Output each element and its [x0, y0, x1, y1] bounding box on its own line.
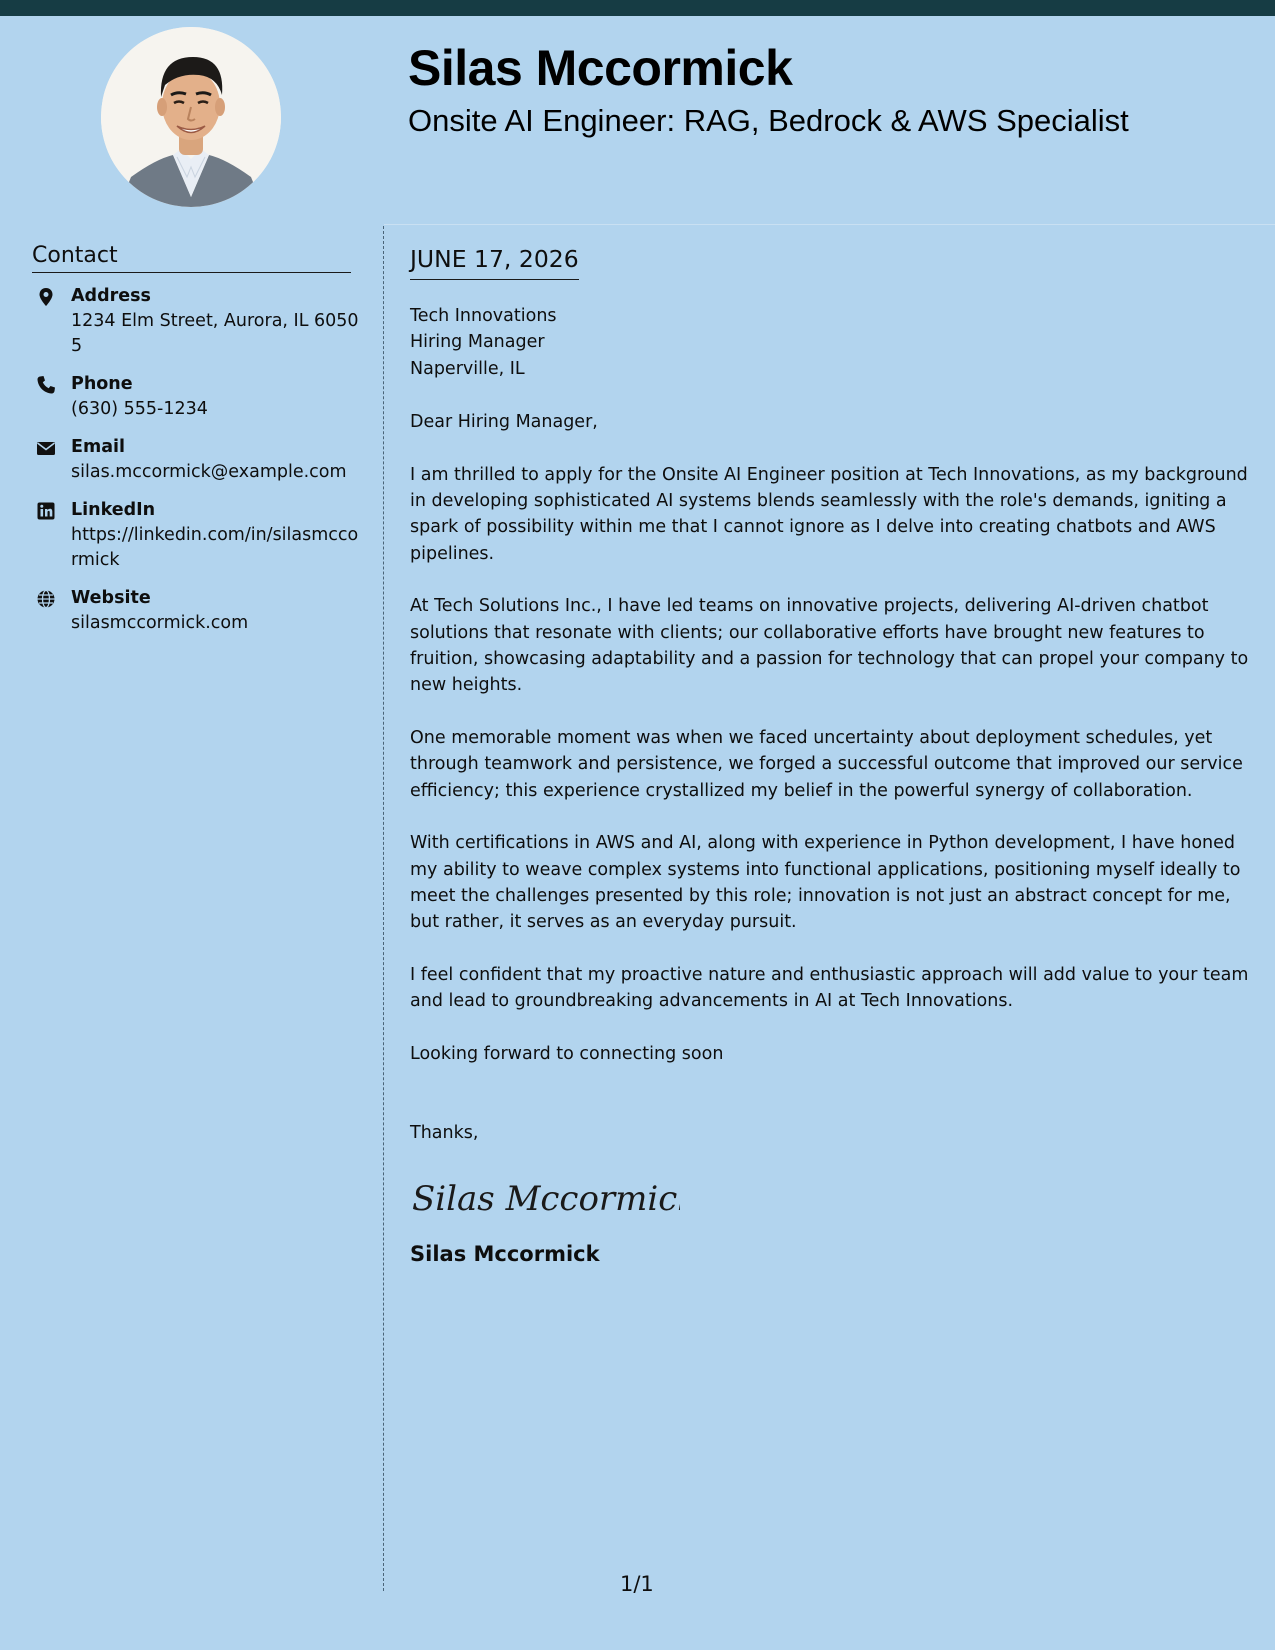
contact-item-address — [32, 284, 362, 359]
letter-paragraph: At Tech Solutions Inc., I have led teams on innovative projects, delivering AI-driven chatbot solutions that resonate with clients; our collaborative efforts have brought new features to fruition, showcasing adaptability and a passion for technology that can propel your company to new heights. — [410, 596, 1249, 696]
recipient-location: Naperville, IL — [410, 358, 525, 379]
website-label: Website — [71, 588, 151, 608]
salutation: Dear Hiring Manager, — [410, 412, 598, 433]
address-value: 1234 Elm Street, Aurora, IL 60505 — [71, 311, 359, 356]
header-divider — [384, 224, 1275, 225]
closing: Thanks, — [410, 1122, 479, 1143]
page-number: 1/1 — [620, 1572, 654, 1596]
linkedin-value[interactable]: https://linkedin.com/in/silasmccormick — [71, 525, 359, 570]
applicant-name: Silas Mccormick — [408, 40, 793, 96]
linkedin-icon — [36, 501, 56, 521]
linkedin-label: LinkedIn — [71, 500, 156, 520]
job-title: Onsite AI Engineer: RAG, Bedrock & AWS Specialist — [408, 103, 1129, 138]
top-accent-bar — [0, 0, 1275, 16]
letter-paragraph: I feel confident that my proactive nature and enthusiastic approach will add value to your team and lead to groundbreaking advancements in AI at Tech Innovations. — [410, 964, 1249, 1012]
contact-item-phone — [32, 372, 362, 422]
phone-label: Phone — [71, 374, 133, 394]
contact-item-website — [32, 586, 362, 636]
letter-paragraph: Looking forward to connecting soon — [410, 1043, 724, 1064]
recipient-block — [410, 303, 1250, 382]
letter-paragraph: One memorable moment was when we faced uncertainty about deployment schedules, yet through teamwork and persistence, we forged a successful outcome that improved our service efficiency; this experience crystallized my belief in the powerful synergy of collaboration. — [410, 727, 1243, 801]
profile-photo — [101, 27, 281, 207]
letter-paragraph: I am thrilled to apply for the Onsite AI Engineer position at Tech Innovations, as my background in developing sophisticated AI systems blends seamlessly with the role's demands, igniting a spark of possibility within me that I cannot ignore as I delve into creating chatbots and AWS pipelines. — [410, 464, 1248, 564]
email-value[interactable]: silas.mccormick@example.com — [71, 462, 347, 482]
website-value[interactable]: silasmccormick.com — [71, 613, 249, 633]
recipient-company: Tech Innovations — [410, 306, 557, 326]
letter-paragraph: With certifications in AWS and AI, along with experience in Python development, I have honed my ability to weave complex systems into functional applications, positioning myself ideally to meet the challenges presented by this role; innovation is not just an abstract concept for me, but rather, it serves as an everyday pursuit. — [410, 833, 1241, 933]
recipient-title: Hiring Manager — [410, 332, 545, 353]
envelope-icon — [36, 438, 56, 458]
contact-heading: Contact — [32, 242, 351, 273]
signed-name: Silas Mccormick — [410, 1242, 600, 1267]
letter-body — [410, 303, 1250, 1268]
address-label: Address — [71, 286, 151, 306]
location-pin-icon — [36, 287, 56, 307]
globe-icon — [36, 589, 56, 609]
signature-text: Silas Mccormick — [412, 1179, 680, 1220]
contact-list — [32, 284, 362, 649]
phone-icon — [36, 375, 56, 395]
contact-item-linkedin — [32, 498, 362, 573]
email-label: Email — [71, 437, 125, 457]
column-divider — [383, 226, 384, 1591]
handwritten-signature — [410, 1168, 1250, 1228]
contact-item-email — [32, 435, 362, 485]
letter-date: JUNE 17, 2026 — [410, 244, 579, 280]
phone-value[interactable]: (630) 555-1234 — [71, 399, 208, 419]
